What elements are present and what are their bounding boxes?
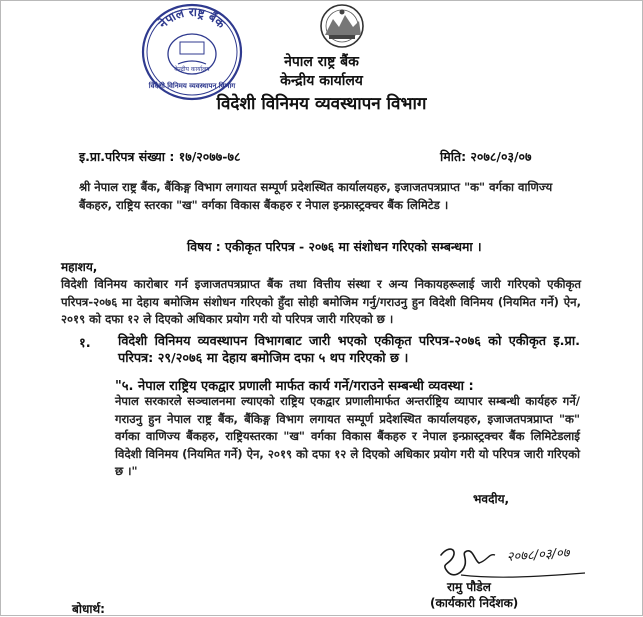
item-text: विदेशी विनिमय व्यवस्थापन विभागबाट जारी भएको एकीकृत परिपत्र-२०७६ को एकीकृत इ.प्रा. परिपत्र: २९/२०७६ मा देहाय बमोजिम दफा ५ थप गरिएको छ ।: [118, 334, 580, 366]
body-paragraph: विदेशी विनिमय कारोबार गर्न इजाजतपत्रप्राप्त बैंक तथा वित्तीय संस्था र अन्य निकायहरूलाई जारी गरिएको एकीकृत परिपत्र-२०७६ मा देहाय बमोजिम संशोधन गरिएको हुँदा सोही बमोजिम गर्नु/गराउनु हुन विदेशी विनिमय (नियमित गर्ने) ऐन, २०१९ को दफा १२ ले दिएको अधिकार प्रयोग गरी यो परिपत्र जारी गरिएको छ ।: [61, 277, 581, 326]
seal-inner-text: विदेशी विनिमय व्यवस्थापन विभाग: [148, 82, 236, 90]
closing-text: भवदीय,: [473, 492, 510, 506]
svg-text:नेपाल राष्ट्र बैंक: [155, 5, 228, 32]
header-department-name: विदेशी विनिमय व्यवस्थापन विभाग: [216, 94, 427, 114]
quoted-clause-heading: "५. नेपाल राष्ट्रिय एकद्वार प्रणाली मार्फत कार्य गर्ने/गराउने सम्बन्धी व्यवस्था :: [115, 379, 474, 394]
addressee-block: श्री नेपाल राष्ट्र बैंक, बैंकिङ्ग विभाग लगायत सम्पूर्ण प्रदेशस्थित कार्यालयहरु, इजाजतपत्रप्राप्त "क" वर्गका वाणिज्य बैंकहरु, राष्ट्रिय स्तरका "ख" वर्गका विकास बैंकहरु र नेपाल इन्फ्रास्ट्रक्चर बैंक लिमिटेड ।: [79, 180, 553, 212]
subject-line: विषय : एकीकृत परिपत्र - २०७६ मा संशोधन गरिएको सम्बन्धमा ।: [187, 239, 482, 254]
signatory-name: रामु पौडेल: [447, 580, 491, 594]
circular-reference-number: इ.प्रा.परिपत्र संख्या : १७/२०७७-७८: [79, 149, 241, 164]
seal-ring-text: नेपाल राष्ट्र बैंक: [155, 4, 228, 31]
quoted-clause-body: नेपाल सरकारले सञ्चालनमा ल्याएको राष्ट्रिय एकद्वार प्रणालीमार्फत अन्तर्राष्ट्रिय व्यापार सम्बन्धी कार्यहरु गर्ने/गराउनु हुन नेपाल राष्ट्र बैंक, बैंकिङ्ग विभाग लगायत सम्पूर्ण प्रदेशस्थित कार्यालयहरु, इजाजतपत्रप्राप्त "क" वर्गका वाणिज्य बैंकहरु, राष्ट्रियस्तरका "ख" वर्गका विकास बैंकहरु र नेपाल इन्फ्रास्ट्रक्चर बैंक लिमिटेडलाई विदेशी विनिमय (नियमित गर्ने) ऐन, २०१९ को दफा १२ ले दिएको अधिकार प्रयोग गरी यो परिपत्र जारी गरिएको छ ।": [115, 394, 580, 478]
salutation: महाशय,: [61, 260, 98, 274]
header-bank-name: नेपाल राष्ट्र बैंक: [284, 54, 359, 70]
item-number: १.: [79, 336, 91, 351]
signatory-title: (कार्यकारी निर्देशक): [430, 596, 519, 610]
signature-handwritten-date: २०७८/०३/०७: [506, 545, 570, 565]
seal-center-text: केन्द्रीय कार्यालय: [174, 66, 210, 73]
bank-emblem-logo: [311, 3, 373, 49]
header-office-name: केन्द्रीय कार्यालय: [280, 73, 363, 89]
copy-to-label: बोधार्थ:: [72, 602, 105, 616]
circular-date: मिति: २०७८/०३/०७: [440, 149, 532, 164]
